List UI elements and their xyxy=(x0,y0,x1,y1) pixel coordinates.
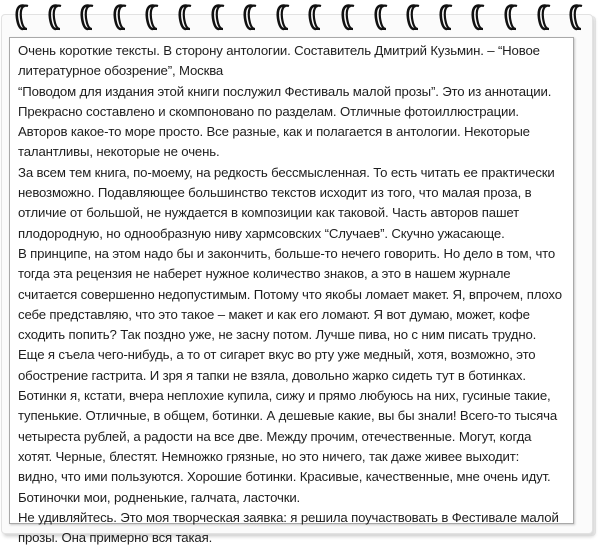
text-line: Очень короткие тексты. В сторону антологии. Составитель Дмитрий Кузьмин. – “Новое xyxy=(18,43,540,58)
text-line: плодородную, но однообразную ниву хармсовских “Случаев”. Скучно ужасающе. xyxy=(18,225,505,241)
spiral-ring-icon xyxy=(373,2,389,32)
text-line: видно, что ими пользуются. Хорошие ботинки. Красивые, качественные, мне очень идут. xyxy=(18,469,551,485)
text-line: четыреста рублей, а радости на все две. Между прочим, отечественные. Могут, когда xyxy=(18,428,532,444)
text-line: Еще я съела чего-нибудь, а то от сигарет вкус во рту уже медный, хотя, возможно, это xyxy=(18,347,536,363)
text-line: “Поводом для издания этой книги послужил Фестиваль малой прозы”. Это из аннотации. xyxy=(18,83,552,99)
text-line: талантливы, некоторые не очень. xyxy=(18,144,220,160)
spiral-ring-icon xyxy=(275,2,291,32)
text-line: тогда эта рецензия не наберет нужное количество знаков, а это в нашем журнале xyxy=(18,266,511,282)
text-line: считается совершенно недопустимым. Потому что якобы ломает макет. Я, впрочем, плохо xyxy=(18,286,562,302)
spiral-ring-icon xyxy=(112,2,128,32)
text-line: сходить попить? Так поздно уже, не засну потом. Лучше пива, но с ним писать трудно. xyxy=(18,327,537,343)
text-line: За всем тем книга, по-моему, на редкость бессмысленная. То есть читать ее практически xyxy=(18,164,555,180)
spiral-ring-icon xyxy=(307,2,323,32)
text-line: Ботинки я, кстати, вчера неплохие купила, сижу и прямо любуюсь на них, гусиные такие, xyxy=(18,388,551,404)
spiral-ring-icon xyxy=(242,2,258,32)
spiral-ring-icon xyxy=(79,2,95,32)
text-line: отличие от большой, не нуждается в композиции как таковой. Часть авторов пашет xyxy=(18,205,520,221)
text-line: В принципе, на этом надо бы и закончить, больше-то нечего говорить. Но дело в том, что xyxy=(18,245,556,261)
text-line: Не удивляйтесь. Это моя творческая заявка: я решила поучаствовать в Фестивале малой xyxy=(18,509,559,525)
spiral-ring-icon xyxy=(340,2,356,32)
text-line: литературное обозрение”, Москва xyxy=(18,63,224,79)
spiral-ring-icon xyxy=(536,2,552,32)
spiral-ring-icon xyxy=(177,2,193,32)
spiral-binding xyxy=(0,0,600,34)
spiral-ring-icon xyxy=(14,2,30,32)
spiral-ring-icon xyxy=(210,2,226,32)
text-line: невозможно. Подавляющее большинство текстов исходит из того, что малая проза, в xyxy=(18,185,532,201)
text-line: себе представляю, что это такое – макет и как его ломают. Я вот думаю, может, кофе xyxy=(18,306,530,322)
text-line: Ботиночки мои, родненькие, галчата, ласточки. xyxy=(18,489,301,505)
text-line: хотят. Черные, блестят. Немножко грязные, но это ничего, так даже живее выходит: xyxy=(18,448,520,464)
spiral-ring-icon xyxy=(47,2,63,32)
spiral-ring-icon xyxy=(438,2,454,32)
spiral-ring-icon xyxy=(568,2,584,32)
text-line: тупенькие. Отличные, в общем, ботинки. А дешевые какие, вы бы знали! Всего-то тысяча xyxy=(18,408,558,424)
spiral-ring-icon xyxy=(470,2,486,32)
text-line: обострение гастрита. И зря я тапки не взяла, довольно жарко сидеть тут в ботинках. xyxy=(18,367,526,383)
spiral-ring-icon xyxy=(405,2,421,32)
text-line: Авторов какое-то море просто. Все разные, как и полагается в антологии. Некоторые xyxy=(18,124,530,140)
review-text-box xyxy=(9,37,574,546)
text-line: прозы. Она примерно вся такая. xyxy=(18,530,213,546)
text-line: Прекрасно составлено и скомпоновано по разделам. Отличные фотоиллюстрации. xyxy=(18,103,519,119)
spiral-ring-icon xyxy=(144,2,160,32)
spiral-ring-icon xyxy=(503,2,519,32)
